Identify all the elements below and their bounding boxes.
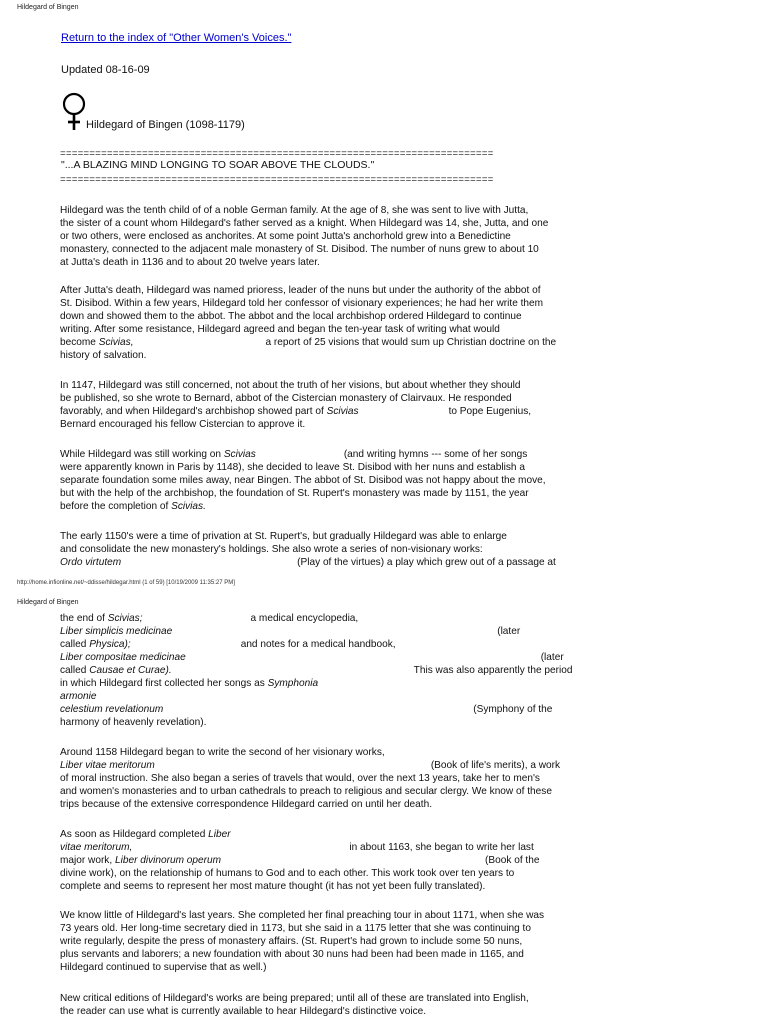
page-2-header: Hildegard of Bingen	[17, 599, 79, 606]
paragraph-5: The early 1150's were a time of privation at St. Rupert's, but gradually Hildegard was able to enlarge and consolidate the new monastery's holdings. She also wrote a series of non-visionary works: Ordo virtutem (Play of the virtues) a play which grew out of a passage at	[60, 531, 556, 568]
page-header: Hildegard of Bingen	[17, 4, 79, 11]
venus-symbol-icon	[60, 92, 88, 132]
paragraph-1: Hildegard was the tenth child of of a noble German family. At the age of 8, she was sent to live with Jutta, the sister of a count whom Hildegard's father served as a knight. When Hildegard was 14, she, Jutta, and one or two others, were enclosed as anchorites. At some point Jutta's anchorhold grew into a Benedictine monastery, connected to the adjacent male monastery of St. Disibod. The number of nuns grew to about 10 at Jutta's death in 1136 and to about 20 twelve years later.	[60, 205, 549, 268]
divider-bottom: ==========================================================================	[60, 174, 494, 185]
motto-quote: "...A BLAZING MIND LONGING TO SOAR ABOVE THE CLOUDS."	[61, 159, 375, 171]
page-footer-url: http://home.infionline.net/~ddisse/hildegar.html (1 of 59) [10/19/2009 11:35:27 PM]	[17, 580, 235, 586]
paragraph-3: In 1147, Hildegard was still concerned, not about the truth of her visions, but about whether they should be published, so she wrote to Bernard, abbot of the Cistercian monastery of Clairvaux. He responded favorably, and when Hildegard's archbishop showed part of Scivias to Pope Eugenius, Bernard encouraged his fellow Cistercian to approve it.	[60, 380, 532, 430]
divider-top: ==========================================================================	[60, 148, 494, 159]
paragraph-10: New critical editions of Hildegard's works are being prepared; until all of these are translated into English, the reader can use what is currently available to hear Hildegard's distinctive voice.	[60, 993, 529, 1017]
paragraph-6: the end of Scivias; a medical encyclopedia, Liber simplicis medicinae (later called Physica); and notes for a medical handbook, Liber compositae medicinae (later called Causae et Curae). This was also apparently the period in which Hildegard first collected her songs as Symphonia armonie celestium revelationum (Symphony of the harmony of heavenly revelation).	[60, 613, 573, 728]
paragraph-7: Around 1158 Hildegard began to write the second of her visionary works, Liber vitae meritorum (Book of life's merits), a work of moral instruction. She also began a series of travels that would, over the next 13 years, take her to men's and women's monasteries and to urban cathedrals to preach to religious and secular clergy. We know of these trips because of the extensive correspondence Hildegard carried on until her death.	[60, 747, 561, 810]
paragraph-8: As soon as Hildegard completed Liber vitae meritorum, in about 1163, she began to write her last major work, Liber divinorum operum (Book of the divine work), on the relationship of humans to God and to each other. This work took over ten years to complete and seems to represent her most mature thought (it has not yet been fully translated).	[60, 829, 540, 892]
page-title: Hildegard of Bingen (1098-1179)	[86, 119, 245, 131]
return-to-index-link[interactable]: Return to the index of "Other Women's Voices."	[61, 32, 292, 44]
paragraph-4: While Hildegard was still working on Scivias (and writing hymns --- some of her songs were apparently known in Paris by 1148), she decided to leave St. Disibod with her nuns and establish a separate foundation some miles away, near Bingen. The abbot of St. Disibod was not happy about the move, but with the help of the archbishop, the foundation of St. Rupert's monastery was made by 1151, the year before the completion of Scivias.	[60, 449, 546, 512]
paragraph-2: After Jutta's death, Hildegard was named prioress, leader of the nuns but under the authority of the abbot of St. Disibod. Within a few years, Hildegard told her confessor of visionary experiences; he had her write them down and showed them to the abbot. The abbot and the local archbishop ordered Hildegard to continue writing. After some resistance, Hildegard agreed and began the ten-year task of writing what would become Scivias, a report of 25 visions that would sum up Christian doctrine on the history of salvation.	[60, 285, 557, 361]
paragraph-9: We know little of Hildegard's last years. She completed her final preaching tour in about 1171, when she was 73 years old. Her long-time secretary died in 1173, but she said in a 1175 letter that she was continuing to write regularly, despite the press of monastery affairs. (St. Rupert's had grown to include some 50 nuns, plus servants and laborers; a new foundation with about 30 nuns had been had been made in 1165, and Hildegard continued to supervise that as well.)	[60, 910, 545, 973]
updated-date: Updated 08-16-09	[61, 64, 150, 76]
